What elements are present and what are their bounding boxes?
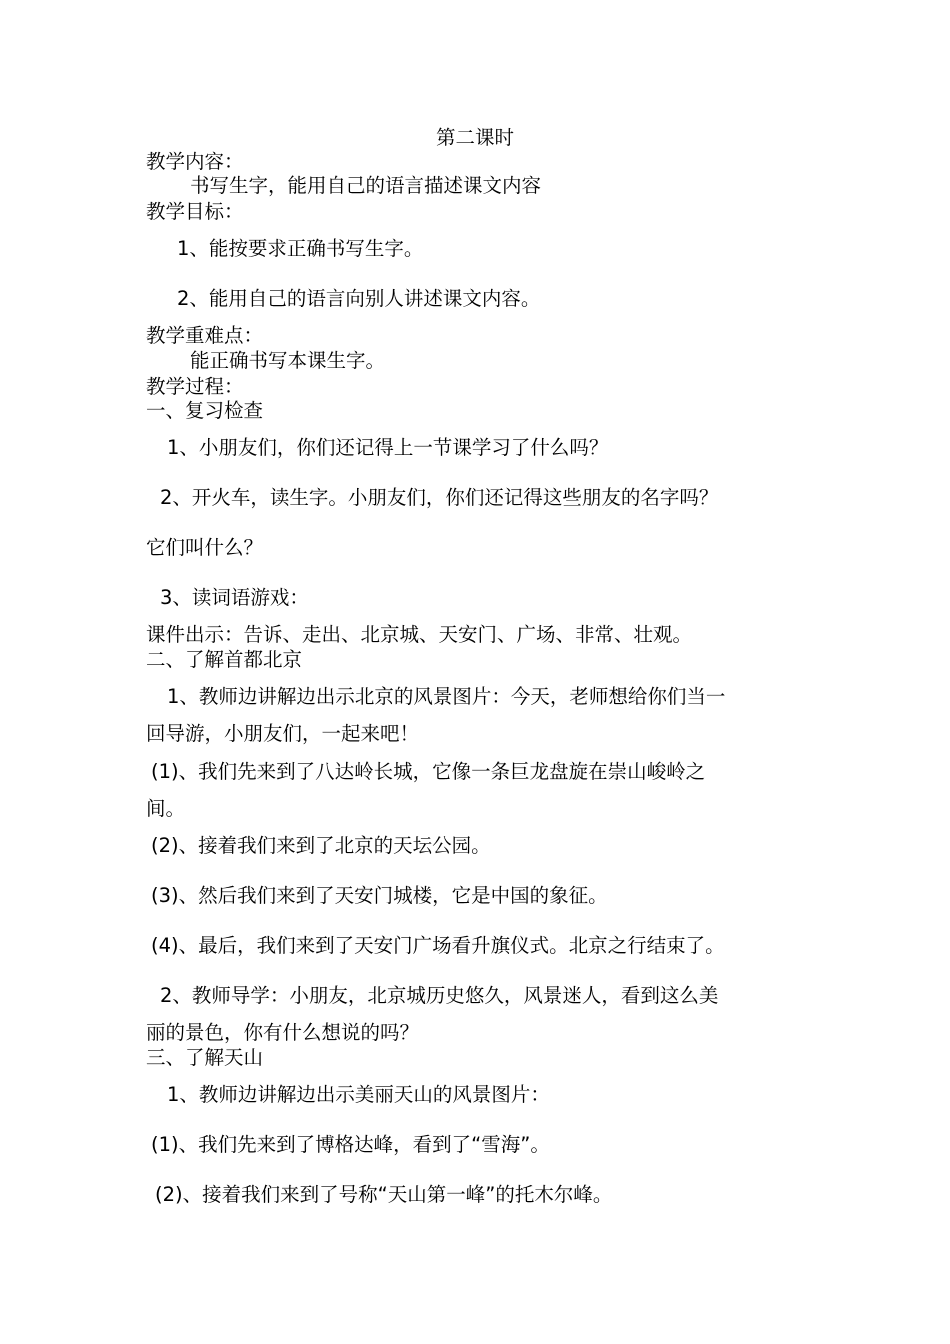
text-line: 丽的景色，你有什么想说的吗？	[146, 1021, 420, 1044]
list-item: 2、开火车，读生字。小朋友们，你们还记得这些朋友的名字吗？	[160, 486, 719, 509]
list-item: 1、能按要求正确书写生字。	[177, 237, 424, 260]
list-item: 1、小朋友们，你们还记得上一节课学习了什么吗？	[167, 436, 609, 459]
section-heading: 二、了解首都北京	[146, 648, 303, 671]
list-item: (3)、然后我们来到了天安门城楼，它是中国的象征。	[151, 884, 608, 907]
text-line: 课件出示：告诉、走出、北京城、天安门、广场、非常、壮观。	[146, 623, 693, 646]
list-item: 1、教师边讲解边出示北京的风景图片：今天，老师想给你们当一	[167, 685, 726, 708]
list-item: 1、教师边讲解边出示美丽天山的风景图片：	[167, 1083, 550, 1106]
text-line: 它们叫什么？	[146, 536, 264, 559]
text-line: 书写生字，能用自己的语言描述课文内容	[190, 174, 542, 197]
list-item: (2)、接着我们来到了北京的天坛公园。	[151, 834, 491, 857]
section-heading: 教学目标：	[146, 200, 244, 223]
section-heading: 教学内容：	[146, 150, 244, 173]
list-item: (4)、最后，我们来到了天安门广场看升旗仪式。北京之行结束了。	[151, 934, 725, 957]
list-item: (1)、我们先来到了八达岭长城，它像一条巨龙盘旋在崇山峻岭之	[151, 760, 706, 783]
list-item: (2)、接着我们来到了号称“天山第一峰”的托木尔峰。	[155, 1183, 613, 1206]
section-heading: 教学过程：	[146, 375, 244, 398]
section-heading: 一、复习检查	[146, 399, 264, 422]
list-item: (1)、我们先来到了博格达峰，看到了“雪海”。	[151, 1133, 550, 1156]
section-heading: 三、了解天山	[146, 1046, 264, 1069]
page-title: 第二课时	[435, 126, 514, 149]
list-item: 2、能用自己的语言向别人讲述课文内容。	[177, 287, 541, 310]
text-line: 回导游，小朋友们，一起来吧！	[146, 722, 420, 745]
text-line: 能正确书写本课生字。	[190, 349, 386, 372]
text-line: 间。	[146, 797, 186, 820]
list-item: 3、读词语游戏：	[160, 586, 309, 609]
section-heading: 教学重难点：	[146, 324, 264, 347]
list-item: 2、教师导学：小朋友，北京城历史悠久，风景迷人，看到这么美	[160, 984, 719, 1007]
